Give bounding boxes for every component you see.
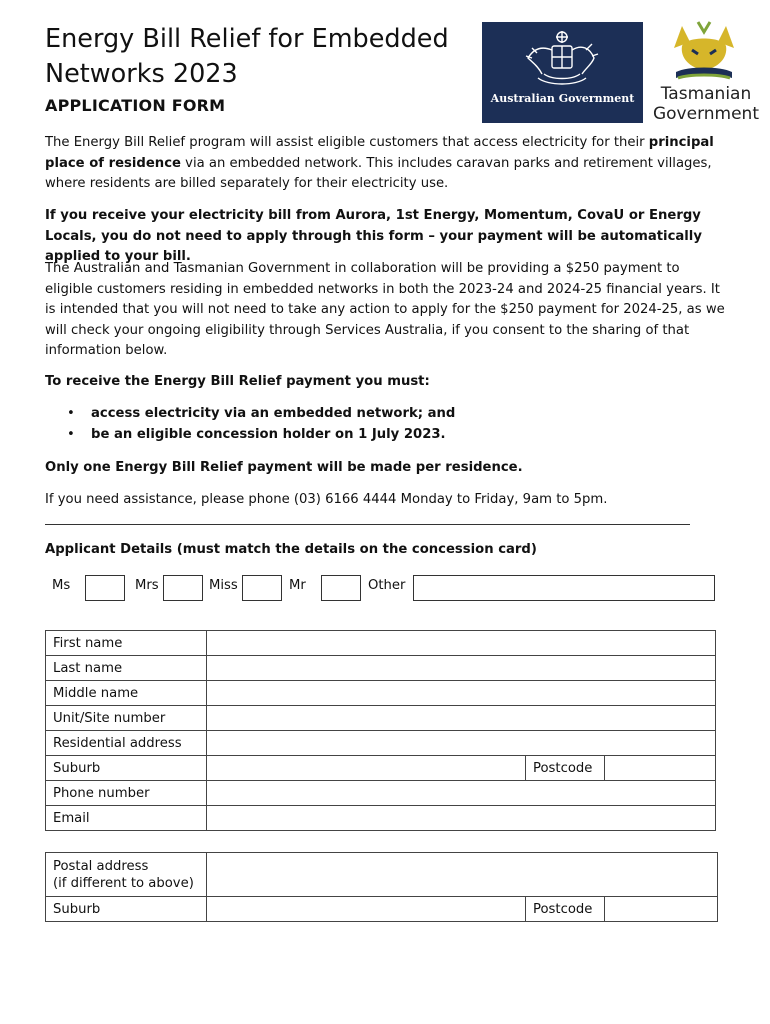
australian-government-name: Australian Government — [490, 92, 635, 105]
postal-postcode-field[interactable] — [605, 897, 718, 922]
bullet-icon: • — [67, 406, 75, 421]
postal-address-field[interactable] — [207, 853, 718, 897]
postal-suburb-field[interactable] — [207, 897, 526, 922]
list-item — [45, 404, 725, 425]
table-row — [46, 681, 716, 706]
table-row — [46, 756, 716, 781]
form-subtitle: APPLICATION FORM — [45, 96, 226, 115]
australian-government-logo — [482, 22, 643, 123]
table-row — [46, 731, 716, 756]
postcode-field[interactable] — [605, 756, 716, 781]
auto-payment-notice: If you receive your electricity bill from Aurora, 1st Energy, Momentum, CovaU or Energy Locals, you do not need to apply through this form – your payment will be automatically applied to your bill. — [45, 208, 702, 264]
title-box-miss[interactable] — [242, 575, 282, 601]
requirement-text: be an eligible concession holder on 1 July 2023. — [91, 426, 446, 442]
coat-of-arms-icon — [482, 28, 643, 90]
title-label-miss: Miss — [209, 578, 238, 593]
unit-site-label: Unit/Site number — [46, 706, 207, 731]
title-box-ms[interactable] — [85, 575, 125, 601]
tasmanian-government-logo — [650, 18, 762, 126]
first-name-field[interactable] — [207, 631, 716, 656]
middle-name-field[interactable] — [207, 681, 716, 706]
title-selection-row — [45, 575, 715, 603]
phone-number-field[interactable] — [207, 781, 716, 806]
title-label-ms: Ms — [52, 578, 71, 593]
table-row — [46, 656, 716, 681]
tasmanian-government-line1: Tasmanian — [660, 84, 752, 104]
title-box-mrs[interactable] — [163, 575, 203, 601]
intro-paragraph — [45, 133, 725, 195]
tasmanian-devil-icon — [668, 18, 740, 82]
postal-address-table — [45, 852, 718, 922]
suburb-label: Suburb — [46, 756, 207, 781]
tasmanian-government-line2: Government — [652, 104, 760, 124]
residential-address-field[interactable] — [207, 731, 716, 756]
intro-text-b: via an embedded network. This includes caravan parks and retirement villages, where residents are billed separately for their electricity use. — [45, 155, 712, 191]
postal-suburb-label: Suburb — [46, 897, 207, 922]
table-row — [46, 897, 718, 922]
title-box-mr[interactable] — [321, 575, 361, 601]
unit-site-field[interactable] — [207, 706, 716, 731]
page-title: Energy Bill Relief for Embedded Networks 2023 — [45, 24, 449, 89]
intro-text-a: The Energy Bill Relief program will assist eligible customers that access electricity for their — [45, 135, 649, 150]
postal-address-label-line2: (if different to above) — [53, 875, 194, 891]
title-label-mr: Mr — [289, 578, 306, 593]
requirements-list — [45, 404, 725, 445]
applicant-details-heading: Applicant Details (must match the details on the concession card) — [45, 542, 537, 557]
list-item — [45, 425, 725, 446]
title-label-mrs: Mrs — [135, 578, 159, 593]
title-label-other: Other — [368, 578, 406, 593]
table-row — [46, 706, 716, 731]
first-name-label: First name — [46, 631, 207, 656]
suburb-field[interactable] — [207, 756, 526, 781]
divider — [45, 524, 690, 525]
one-payment-notice: Only one Energy Bill Relief payment will be made per residence. — [45, 460, 523, 475]
program-description: The Australian and Tasmanian Government in collaboration will be providing a $250 payment to eligible customers residing in embedded networks in both the 2023-24 and 2024-25 financial years. It is intended that you will not need to take any action to apply for the $250 payment for 2024-25, as we will check your ongoing eligibility through Services Australia, if you consent to the sharing of that information below. — [45, 261, 725, 358]
postal-address-label-line1: Postal address — [53, 858, 149, 874]
middle-name-label: Middle name — [46, 681, 207, 706]
table-row — [46, 853, 718, 897]
title-other-input[interactable] — [413, 575, 715, 601]
bullet-icon: • — [67, 426, 75, 442]
last-name-label: Last name — [46, 656, 207, 681]
postal-address-label — [46, 853, 207, 897]
last-name-field[interactable] — [207, 656, 716, 681]
table-row — [46, 631, 716, 656]
requirements-heading: To receive the Energy Bill Relief payment you must: — [45, 374, 430, 389]
residential-address-label: Residential address — [46, 731, 207, 756]
assistance-text: If you need assistance, please phone (03) 6166 4444 Monday to Friday, 9am to 5pm. — [45, 492, 608, 507]
requirement-text: access electricity via an embedded network; and — [91, 406, 456, 421]
applicant-details-table — [45, 630, 716, 831]
phone-number-label: Phone number — [46, 781, 207, 806]
intro-text-bold: principal place of residence — [45, 135, 714, 171]
postal-postcode-label: Postcode — [526, 897, 605, 922]
table-row — [46, 781, 716, 806]
email-label: Email — [46, 806, 207, 831]
table-row — [46, 806, 716, 831]
email-field[interactable] — [207, 806, 716, 831]
postcode-label: Postcode — [526, 756, 605, 781]
